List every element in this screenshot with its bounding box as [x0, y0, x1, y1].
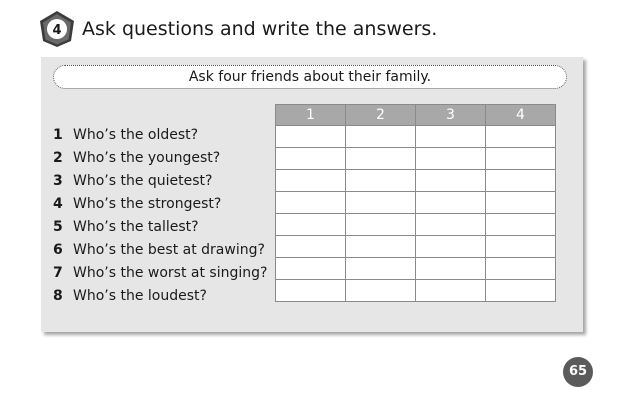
question-item	[53, 216, 278, 239]
question-item	[53, 285, 278, 308]
answer-cell[interactable]	[276, 236, 346, 258]
question-text: Who’s the youngest?	[73, 150, 221, 166]
answer-cell[interactable]	[276, 148, 346, 170]
question-number: 6	[53, 242, 63, 258]
answer-cell[interactable]	[346, 236, 416, 258]
grid-row	[276, 258, 556, 280]
answer-cell[interactable]	[416, 192, 486, 214]
answer-cell[interactable]	[486, 280, 556, 302]
answer-cell[interactable]	[486, 236, 556, 258]
grid-row	[276, 236, 556, 258]
question-item	[53, 170, 278, 193]
answer-cell[interactable]	[346, 148, 416, 170]
question-number: 5	[53, 219, 63, 235]
exercise-number: 4	[52, 23, 62, 38]
answer-cell[interactable]	[346, 170, 416, 192]
answer-cell[interactable]	[486, 148, 556, 170]
answer-cell[interactable]	[276, 258, 346, 280]
answer-cell[interactable]	[416, 258, 486, 280]
question-text: Who’s the strongest?	[73, 196, 222, 212]
question-number: 1	[53, 127, 63, 143]
answer-cell[interactable]	[276, 280, 346, 302]
answer-cell[interactable]	[486, 126, 556, 148]
question-number: 3	[53, 173, 63, 189]
grid-row	[276, 280, 556, 302]
grid-column-header: 2	[346, 105, 416, 126]
answer-cell[interactable]	[276, 192, 346, 214]
exercise-panel	[41, 57, 583, 332]
question-text: Who’s the quietest?	[73, 173, 213, 189]
answer-cell[interactable]	[416, 280, 486, 302]
exercise-number-badge	[38, 10, 76, 48]
answer-cell[interactable]	[486, 214, 556, 236]
grid-row	[276, 148, 556, 170]
grid-column-header: 3	[416, 105, 486, 126]
question-item	[53, 239, 278, 262]
question-text: Who’s the loudest?	[73, 288, 207, 304]
grid-row	[276, 214, 556, 236]
answer-cell[interactable]	[346, 126, 416, 148]
answer-cell[interactable]	[416, 236, 486, 258]
question-number: 8	[53, 288, 63, 304]
question-item	[53, 124, 278, 147]
answer-cell[interactable]	[486, 170, 556, 192]
grid-header-row	[276, 105, 556, 126]
grid-row	[276, 126, 556, 148]
answer-cell[interactable]	[276, 126, 346, 148]
answer-cell[interactable]	[416, 126, 486, 148]
exercise-title: Ask questions and write the answers.	[82, 18, 438, 40]
answer-cell[interactable]	[346, 280, 416, 302]
question-list	[53, 124, 278, 308]
question-text: Who’s the best at drawing?	[73, 242, 265, 258]
question-number: 4	[53, 196, 63, 212]
answer-cell[interactable]	[346, 192, 416, 214]
grid-column-header: 4	[486, 105, 556, 126]
question-text: Who’s the tallest?	[73, 219, 199, 235]
answer-cell[interactable]	[276, 170, 346, 192]
question-number: 2	[53, 150, 63, 166]
answer-cell[interactable]	[486, 258, 556, 280]
instruction-banner: Ask four friends about their family.	[53, 65, 567, 89]
answer-cell[interactable]	[416, 214, 486, 236]
answer-cell[interactable]	[486, 192, 556, 214]
grid-column-header: 1	[276, 105, 346, 126]
grid-row	[276, 192, 556, 214]
answer-cell[interactable]	[346, 214, 416, 236]
question-item	[53, 262, 278, 285]
answer-cell[interactable]	[276, 214, 346, 236]
question-number: 7	[53, 265, 63, 281]
question-text: Who’s the oldest?	[73, 127, 199, 143]
question-item	[53, 147, 278, 170]
answer-cell[interactable]	[416, 148, 486, 170]
answer-grid	[275, 104, 556, 302]
answer-cell[interactable]	[346, 258, 416, 280]
answer-cell[interactable]	[416, 170, 486, 192]
question-item	[53, 193, 278, 216]
page-number: 65	[563, 357, 593, 387]
grid-row	[276, 170, 556, 192]
question-text: Who’s the worst at singing?	[73, 265, 268, 281]
